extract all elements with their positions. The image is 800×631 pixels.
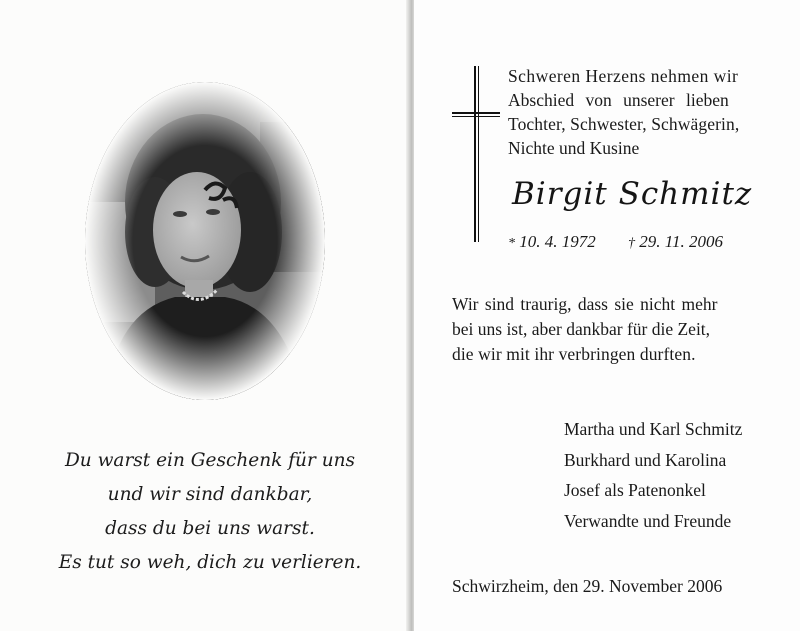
- family-line: Verwandte und Freunde: [564, 510, 732, 531]
- message-line: die wir mit ihr verbringen durften.: [452, 344, 696, 364]
- message-line: bei uns ist, aber dankbar für die Zeit,: [452, 319, 711, 339]
- intro-line: Nichte und Kusine: [508, 138, 640, 158]
- verse-line: Du warst ein Geschenk für uns: [64, 450, 356, 471]
- death-date-value: 29. 11. 2006: [639, 232, 723, 251]
- family-line: Burkhard und Karolina: [564, 449, 727, 470]
- verse-line: Es tut so weh, dich zu verlieren.: [58, 552, 362, 573]
- message-line: Wir sind traurig, dass sie nicht mehr: [452, 294, 718, 314]
- birth-symbol: *: [508, 236, 515, 251]
- portrait-illustration: [85, 82, 325, 400]
- intro-line: Tochter, Schwester, Schwägerin,: [508, 114, 740, 134]
- family-line: Martha und Karl Schmitz: [564, 419, 743, 439]
- death-symbol: †: [628, 236, 635, 251]
- portrait-photo: [85, 82, 325, 400]
- verse-line: dass du bei uns warst.: [105, 518, 315, 539]
- deceased-name: Birgit Schmitz: [512, 176, 753, 212]
- family-signatures: [564, 414, 742, 536]
- death-date: [628, 232, 723, 252]
- birth-date-value: 10. 4. 1972: [519, 232, 596, 251]
- place-and-date: Schwirzheim, den 29. November 2006: [452, 576, 723, 596]
- intro-text: [508, 64, 762, 160]
- intro-line: Schweren Herzens nehmen wir: [508, 66, 739, 86]
- intro-line: Abschied von unserer lieben: [508, 90, 729, 110]
- verse: [40, 444, 380, 580]
- condolence-message: [452, 292, 762, 367]
- verse-line: und wir sind dankbar,: [107, 484, 313, 505]
- birth-date: [508, 232, 596, 252]
- family-line: Josef als Patenonkel: [564, 480, 706, 500]
